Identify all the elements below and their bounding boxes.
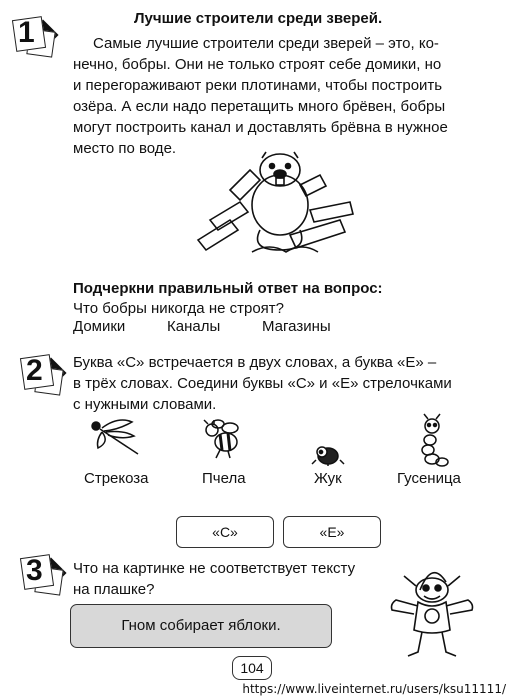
page-number: 104 <box>232 656 272 680</box>
beetle-icon <box>312 442 344 466</box>
answer-option[interactable]: Магазины <box>262 318 331 335</box>
task-1-line: и перегораживают реки плотинами, чтобы построить <box>73 77 443 94</box>
dragonfly-icon <box>88 418 148 458</box>
task-2-text <box>73 352 513 415</box>
letter-box-s[interactable]: «С» <box>176 516 274 548</box>
question-text: Что бобры никогда не строят? <box>73 300 285 317</box>
word-label: Пчела <box>202 470 246 487</box>
letter-box-e[interactable]: «Е» <box>283 516 381 548</box>
task-2-line: Буква «С» встречается в двух словах, а буква «Е» – <box>73 354 437 371</box>
task-3-number-badge <box>22 554 66 598</box>
beaver-icon <box>190 150 360 260</box>
task-1-line: место по воде. <box>73 140 177 157</box>
caterpillar-icon <box>412 414 452 468</box>
answer-option[interactable]: Каналы <box>167 318 221 335</box>
task-1-number: 1 <box>18 16 35 49</box>
word-label: Стрекоза <box>84 470 149 487</box>
task-1-number-badge <box>14 16 58 60</box>
question-title: Подчеркни правильный ответ на вопрос: <box>73 280 383 297</box>
task-2-number: 2 <box>26 354 43 387</box>
task-2-number-badge <box>22 354 66 398</box>
task-3-line: на плашке? <box>73 581 155 598</box>
task-2-line: с нужными словами. <box>73 396 217 413</box>
task-1-title: Лучшие строители среди зверей. <box>134 10 383 27</box>
task-3-line: Что на картинке не соответствует тексту <box>73 560 356 577</box>
answer-option[interactable]: Домики <box>73 318 126 335</box>
task-1-line: могут построить канал и доставлять брёвна в нужное <box>73 119 448 136</box>
source-url[interactable]: https://www.liveinternet.ru/users/ksu11111/ <box>242 682 506 696</box>
task-1-line: озёра. А если надо перетащить много брёвен, бобры <box>73 98 446 115</box>
word-label: Гусеница <box>397 470 461 487</box>
task-3-number: 3 <box>26 554 43 587</box>
bee-icon <box>200 420 246 460</box>
task-3-plaque: Гном собирает яблоки. <box>70 604 332 648</box>
task-1-line: нечно, бобры. Они не только строят себе домики, но <box>73 56 442 73</box>
word-label: Жук <box>314 470 342 487</box>
gnome-icon <box>384 560 480 660</box>
task-1-text <box>73 33 513 159</box>
task-3-text <box>73 558 393 600</box>
task-1-line: Самые лучшие строители среди зверей – это, ко- <box>93 35 439 52</box>
task-2-line: в трёх словах. Соедини буквы «С» и «Е» стрелочками <box>73 375 452 392</box>
